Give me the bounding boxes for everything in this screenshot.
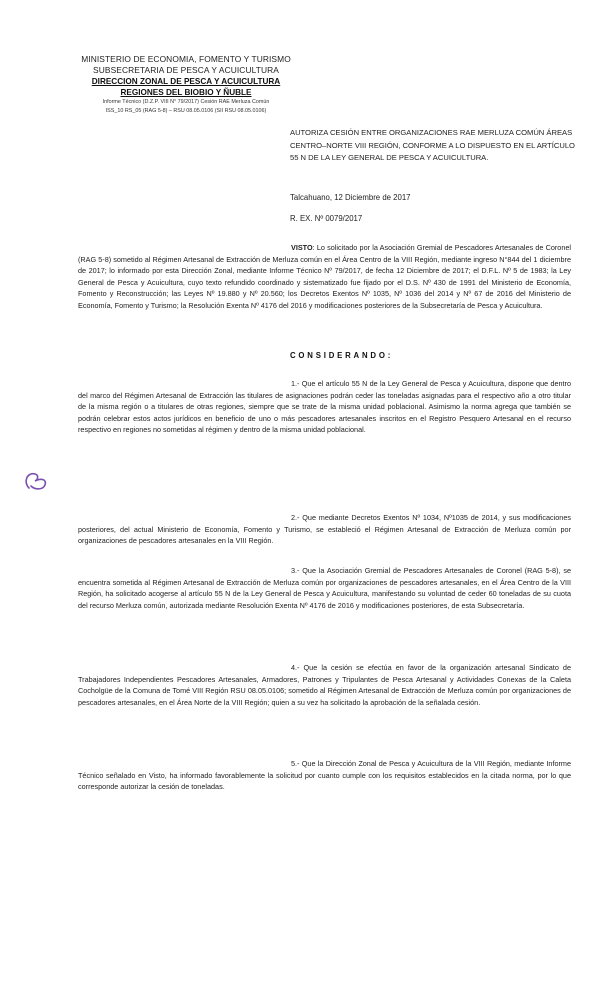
resolution-date: Talcahuano, 12 Diciembre de 2017 (290, 193, 411, 202)
considerando-4 (78, 662, 571, 708)
handwritten-margin-mark (21, 468, 61, 494)
header-directorate: DIRECCION ZONAL DE PESCA Y ACUICULTURA (91, 77, 281, 86)
considerando-text: 3.- Que la Asociación Gremial de Pescadores Artesanales de Coronel (RAG 5-8), se encuentra sometida al Régimen Artesanal de Extracción de Merluza común por organizaciones de pescadores artesanales, en el Área Centro de la VIII Región, ha solicitado acogerse al artículo 55 N de la Ley General de Pesca y Acuicultura, manifestando su voluntad de ceder 60 toneladas de su cuota del recurso Merluza común, autorizada mediante Resolución Exenta Nº 4176 de 2016 y modificaciones posteriores, de esta Subsecretaría. (78, 566, 571, 610)
header-regions: REGIONES DEL BIOBIO Y ÑUBLE (120, 88, 252, 97)
considerando-5 (78, 758, 571, 793)
visto-text: : Lo solicitado por la Asociación Gremial de Pescadores Artesanales de Coronel (RAG 5-8) sometido al Régimen Artesanal de Extracción de Merluza común en el Área Centro de la VIII Región, mediante ingreso N°844 del 1 diciembre de 2017; lo informado por esta Dirección Zonal, mediante Informe Técnico Nº 79/2017, de fecha 12 Diciembre de 2017; el D.F.L. Nº 5 de 1983; la Ley General de Pesca y Acuicultura, cuyo texto refundido coordinado y sistematizado fue fijado por el D.S. Nº 430 de 1991 del Ministerio de Economía, Fomento y Reconstrucción; las Leyes Nº 19.880 y Nº 20.560; los Decretos Exentos Nº 1035, Nº 1036 del 2014 y Nº 67 de 2016 del Ministerio de Economía, Fomento y Turismo; la Resolución Exenta Nº 4176 del 2016 y modificaciones posteriores de la Subsecretaría de Pesca y Acuicultura. (78, 243, 571, 310)
resolution-number: R. EX. Nº 0079/2017 (290, 214, 363, 223)
considerando-text: 4.- Que la cesión se efectúa en favor de la organización artesanal Sindicato de Trabajadores Independientes Pescadores Artesanales, Armadores, Patrones y Tripulantes de Pesca Artesanal y Actividades Conexas de la Caleta Cocholgüe de la Comuna de Tomé VIII Región RSU 08.05.0106; sometido al Régimen Artesanal de Extracción de Merluza común por organizaciones de pescadores artesanales, en el Área Norte de la VIII Región; quien a su vez ha solicitado la aprobación de la señalada cesión. (78, 663, 571, 707)
considerando-2 (78, 512, 571, 547)
letterhead (66, 54, 306, 116)
visto-paragraph (78, 242, 571, 312)
header-reference-line-1: Informe Técnico (D.Z.P. VIII N° 79/2017) Cesión RAE Merluza Común (102, 99, 270, 105)
considerando-text: 1.- Que el artículo 55 N de la Ley General de Pesca y Acuicultura, dispone que dentro del marco del Régimen Artesanal de Extracción las titulares de asignaciones podrán ceder las toneladas asignadas para el respectivo año a otro titular de la misma región o a titulares de otras regiones, siempre que se trate de la misma unidad poblacional. Asimismo la norma agrega que también se podrán celebrar estos actos jurídicos en beneficio de uno o más pescadores artesanales inscritos en el Registro Pesquero Artesanal en el recurso respectivo en regiones no sometidas al régimen y dentro de la misma unidad poblacional. (78, 379, 571, 435)
resolution-subject: AUTORIZA CESIÓN ENTRE ORGANIZACIONES RAE MERLUZA COMÚN ÁREAS CENTRO–NORTE VIII REGIÓN, CONFORME A LO DISPUESTO EN EL ARTÍCULO 55 N DE LA LEY GENERAL DE PESCA Y ACUICULTURA. (290, 128, 575, 163)
considerando-3 (78, 565, 571, 611)
header-reference-line-2: ISS_10 RS_05 (RAG 5-8) – RSU 08.05.0106 (SII RSU 08.05.0106) (105, 108, 267, 114)
header-subsecretary: SUBSECRETARIA DE PESCA Y ACUICULTURA (93, 65, 279, 75)
considerando-text: 2.- Que mediante Decretos Exentos Nº 1034, Nº1035 de 2014, y sus modificaciones posteriores, del actual Ministerio de Economía, Fomento y Turismo, se estableció el Régimen Artesanal de Extracción de Merluza común por organizaciones de pescadores artesanales en la VIII Región. (78, 513, 571, 546)
considerando-heading: CONSIDERANDO: (290, 351, 394, 360)
considerando-1 (78, 378, 571, 436)
header-ministry: MINISTERIO DE ECONOMIA, FOMENTO Y TURISMO (81, 54, 291, 64)
visto-label: VISTO (291, 243, 313, 252)
considerando-text: 5.- Que la Dirección Zonal de Pesca y Acuicultura de la VIII Región, mediante Informe Técnico señalado en Visto, ha informado favorablemente la solicitud por cuanto cumple con los requisitos establecidos en la citada norma, por lo que corresponde autorizar la cesión de toneladas. (78, 759, 571, 792)
